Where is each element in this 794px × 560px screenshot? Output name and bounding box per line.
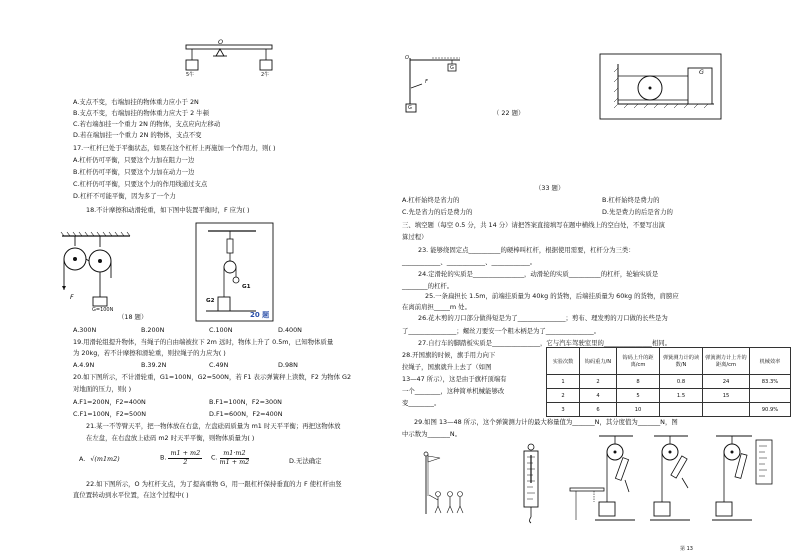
q18-stem: 18.不计摩擦和动滑轮重，如下图中装置平衡时，F 应为( )	[86, 206, 250, 214]
q18-option-b: B.200N	[141, 326, 165, 334]
q22-fig-g-bottom: G	[408, 105, 412, 111]
q22-fig-g-top: G	[450, 65, 454, 71]
q17-option-a: A.杠杆仍可平衡，只要这个力加在阻力一边	[73, 156, 195, 164]
q18-option-a: A.300N	[73, 326, 97, 334]
table-header-cell: 钩码上升的距离/cm	[617, 348, 660, 375]
q18-caption: （18 题）	[118, 313, 148, 321]
q16-right-weight: 2牛	[261, 72, 270, 78]
q18-force-label: F	[70, 293, 74, 301]
q20-g2-label: G2	[206, 298, 215, 304]
q16-option-d: D.若在端加挂一个重力 2N 的物体，支点不变	[73, 131, 202, 139]
q21-option-c-fraction: $\frac{m1\cdot m2}{m1 + m2}$	[219, 449, 250, 466]
q19-option-a: A.4.9N	[73, 361, 95, 369]
q19-line-2: 为 20kg，若不计摩擦和滑轮重，则拉绳子的力应为( )	[73, 349, 226, 357]
q16-lever-figure	[180, 36, 290, 84]
section-3-heading: 三、填空题（每空 0.5 分，共 14 分）请把答案直接填写在题中横线上的空白处，不要写出演	[402, 221, 665, 229]
q33-fig-g: G	[699, 68, 704, 76]
q17-option-c: C.杠杆仍可平衡，只要这个力的作用线通过支点	[73, 180, 208, 188]
table-header-cell: 弹簧测力计上升的距离/cm	[703, 348, 750, 375]
q22-caption: （ 22 题）	[493, 109, 525, 117]
q21-option-c: C. $\frac{m1\cdot m2}{m1 + m2}$	[211, 449, 250, 466]
q20-line-2: 对地面的压力，则( )	[73, 385, 132, 393]
pulley-scale-figure-1	[595, 432, 637, 528]
q21-line-1: 21.某一不等臂天平，把一物体放在右盘，左盘砝码质量为 m1 时天平平衡；再把这物体放	[86, 422, 341, 430]
q25-line-2: 在离前肩担_____m 处。	[402, 303, 471, 311]
table-header-cell: 实验次数	[547, 348, 580, 375]
q20-option-b: B.F1=100N，F2=300N	[209, 398, 282, 406]
q20-line-1: 20.如下图所示，不计滑轮重，G1=100N，G2=500N，若 F1 表示弹簧秤上读数，F2 为物体 G2	[73, 373, 352, 381]
q33-incline-figure	[600, 54, 722, 120]
q28-line-4: 一个________，这种简单机械能够改	[402, 387, 505, 395]
q17-option-d: D.杠杆不可能平衡，因为多了一个力	[73, 192, 176, 200]
table-header-cell: 机械效率	[750, 348, 791, 375]
q27-text: 27.自行车的脚踏板实质是_______________，它与汽车驾驶室里的_______________相同。	[418, 339, 672, 347]
q16-option-b: B.支点不变，右端加挂的物体重力应大于 2 牛顿	[73, 109, 209, 117]
q22-option-b: B.杠杆始终是费力的	[602, 196, 660, 204]
q20-figure-caption: 20 题	[250, 311, 270, 319]
q19-option-d: D.98N	[278, 361, 298, 369]
q28-line-3: 13—47 所示），这是由于旗杆顶端有	[402, 375, 507, 383]
efficiency-table	[546, 347, 791, 417]
q29-line-1: 29.如图 13—48 所示，这个弹簧测力计的最大称量值为_______N，其分度值为_______N，图	[414, 418, 678, 426]
q21-line-2: 在左盘，在右盘放上砝码 m2 时天平平衡，则物体质量为( )	[86, 434, 255, 442]
table-row: 2 4 5 1.5 15	[547, 389, 791, 403]
q19-line-1: 19.用滑轮组提升物体，当绳子的自由端被拉下 2m 远时，物体上升了 0.5m，已知物体质量	[73, 338, 334, 346]
q28-line-1: 28.开国旗的时候，旗手用力向下	[402, 351, 496, 359]
q16-option-c: C.若右端加挂一个重力 2N 的物体，支点应向左移动	[73, 120, 221, 128]
section-3-heading-cont: 算过程）	[402, 233, 428, 241]
q20-option-c: C.F1=100N，F2=500N	[73, 410, 147, 418]
q28-line-5: 变________。	[402, 399, 441, 407]
q20-option-a: A.F1=200N，F2=400N	[73, 398, 146, 406]
q17-option-b: B.杠杆仍可平衡，只要这个力加在动力一边	[73, 168, 195, 176]
q20-g1-label: G1	[242, 284, 251, 290]
page-number: 第 13	[680, 546, 693, 552]
q22-fig-f: F	[425, 79, 428, 85]
table-header-cell: 钩码重力/N	[580, 348, 617, 375]
q19-option-c: C.49N	[209, 361, 229, 369]
flag-raising-figure	[412, 448, 472, 518]
q21-option-b: B. $\frac{m1 + m2}{2}$	[160, 449, 201, 466]
q21-option-a: A. √(m1m2)	[79, 455, 120, 463]
table-row: 1 2 8 0.8 24 83.3%	[547, 375, 791, 389]
q18-option-c: C.100N	[209, 326, 233, 334]
q26-line-1: 26.花木剪的刀口部分做得短是为了_______________；剪布、理发剪的刀口做的长些是为	[418, 314, 668, 322]
q28-line-2: 拉绳子，国旗就升上去了（如图	[402, 363, 492, 371]
q17-stem: 17.一杠杆已处于平衡状态，如果在这个杠杆上再施加一个作用力，则( )	[73, 144, 276, 152]
q18-weight-label: G=100N	[92, 307, 114, 313]
q23-line-2: ____________、____________、____________。	[402, 258, 537, 266]
q21-option-b-fraction: $\frac{m1 + m2}{2}$	[170, 449, 201, 466]
pulley-scale-figure-3	[712, 432, 776, 528]
table-header-cell: 弹簧测力计的读数/N	[660, 348, 703, 375]
table-header-row	[547, 348, 791, 375]
q19-option-b: B.39.2N	[141, 361, 167, 369]
q26-line-2: 了_______________；螺丝刀要安一个粗木柄是为了_______________。	[402, 327, 601, 335]
pulley-scale-figure-2	[650, 432, 692, 528]
q16-fulcrum-label: O	[218, 38, 224, 46]
q25-line-1: 25.一条扁担长 1.5m，前端挂质量为 40kg 的货物，后端挂质量为 60kg 的货物，肩膀应	[425, 292, 679, 300]
q16-option-a: A.支点不变，右端加挂的物体重力应小于 2N	[73, 98, 199, 106]
table-row: 3 6 10 90.9%	[547, 403, 791, 417]
q16-left-weight: 5牛	[186, 72, 195, 78]
q22-option-c: C.先是省力的后是费力的	[402, 208, 473, 216]
q21-option-d: D.无法确定	[289, 457, 322, 465]
spring-scale-figure	[520, 443, 542, 527]
q22-option-d: D.先是费力的后是省力的	[602, 208, 673, 216]
q22-lever-figure	[402, 54, 472, 116]
q21-option-a-expr: √(m1m2)	[90, 455, 120, 463]
q20-option-d: D.F1=600N，F2=400N	[209, 410, 283, 418]
q24-line-1: 24.定滑轮的实质是________________，动滑轮的实质__________的杠杆，轮轴实质是	[418, 270, 659, 278]
q22-fig-o: O	[405, 55, 409, 61]
q24-line-2: ________的杠杆。	[402, 282, 454, 290]
q22-line-2: 直位置转动到水平位置，在这个过程中( )	[73, 491, 189, 499]
q33-caption: （33 题）	[535, 184, 565, 192]
q22-option-a: A.杠杆始终是省力的	[402, 196, 460, 204]
q22-line-1: 22.如下图所示，O 为杠杆支点，为了提高重物 G，用一跟杠杆保持垂直的力 F 使杠杆由竖	[86, 480, 342, 488]
q18-option-d: D.400N	[278, 326, 302, 334]
q23-line-1: 23. 能够绕固定点__________的硬棒叫杠杆，根据使用需要，杠杆分为三类：	[418, 246, 635, 254]
q20-pulley-figure	[196, 223, 274, 323]
q29-line-2: 中示数为_______N。	[402, 430, 462, 438]
